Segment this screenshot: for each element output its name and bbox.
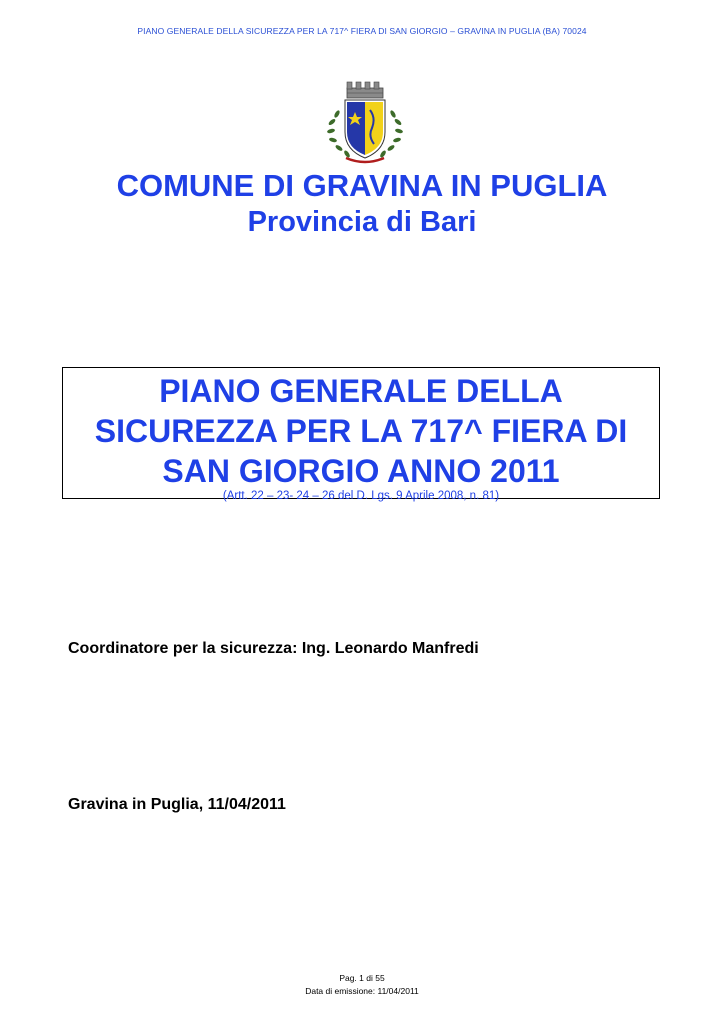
- municipality-heading: [0, 168, 724, 240]
- plan-title-line-3: SAN GIORGIO ANNO 2011: [162, 453, 560, 489]
- ribbon-icon: [346, 158, 384, 162]
- plan-title-box: [62, 367, 660, 502]
- plan-title-line-1: PIANO GENERALE DELLA: [159, 373, 563, 409]
- running-header: PIANO GENERALE DELLA SICUREZZA PER LA 717^ FIERA DI SAN GIORGIO – GRAVINA IN PUGLIA (BA) 70024: [137, 26, 587, 36]
- safety-coordinator: Coordinatore per la sicurezza: Ing. Leonardo Manfredi: [68, 640, 479, 657]
- issue-date: Data di emissione: 11/04/2011: [305, 986, 419, 996]
- place-and-date: Gravina in Puglia, 11/04/2011: [68, 796, 286, 813]
- plan-title: [63, 371, 659, 491]
- page-footer: [0, 972, 724, 998]
- coat-of-arms-icon: [318, 80, 412, 166]
- province-name: Provincia di Bari: [247, 206, 477, 238]
- crown-icon: [347, 82, 383, 98]
- legal-reference: (Artt. 22 – 23- 24 – 26 del D. Lgs. 9 Aprile 2008, n. 81): [222, 490, 500, 502]
- municipality-name: COMUNE DI GRAVINA IN PUGLIA: [116, 168, 608, 203]
- plan-title-line-2: SICUREZZA PER LA 717^ FIERA DI: [94, 413, 628, 449]
- shield-icon: [345, 100, 385, 158]
- page-number: Pag. 1 di 55: [339, 973, 385, 983]
